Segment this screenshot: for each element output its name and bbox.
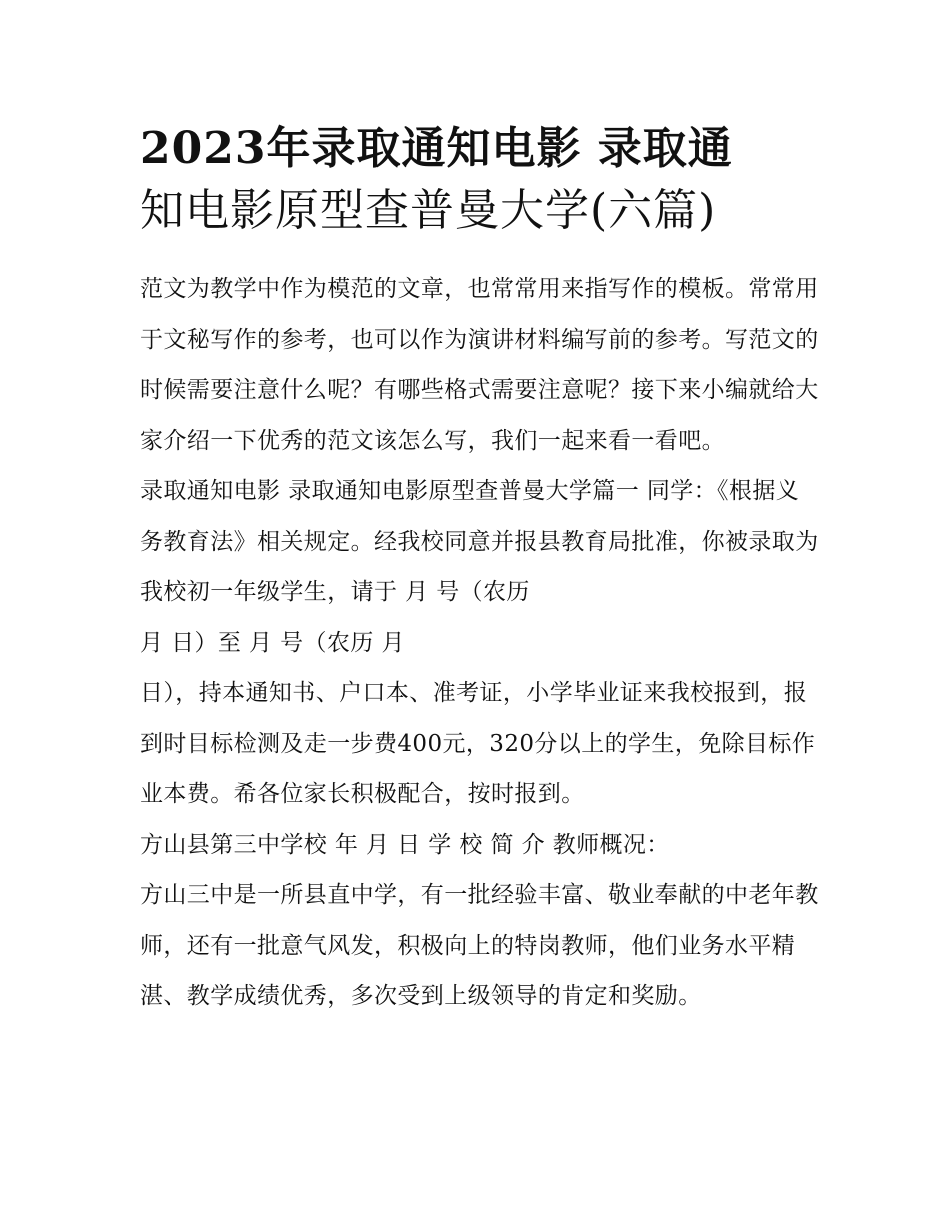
notice-date-line: 月 日）至 月 号（农历 月 xyxy=(140,629,405,656)
title-line: 知电影原型查普曼大学(六篇) xyxy=(140,185,717,236)
title-line: 2023年录取通知电影 录取通 xyxy=(140,123,733,174)
document-title xyxy=(140,118,820,242)
school-signature-line: 方山县第三中学校 年 月 日 学 校 简 介 教师概况： xyxy=(140,831,670,858)
document-body xyxy=(140,264,820,1022)
notice-paragraph: 录取通知电影 录取通知电影原型查普曼大学篇一 同学：《根据义务教育法》相关规定。经我校同意并报县教育局批准，你被录取为我校初一年级学生，请于 月 号（农历 xyxy=(140,478,819,605)
notice-details-paragraph: 日），持本通知书、户口本、准考证，小学毕业证来我校报到，报到时目标检测及走一步费400元，320分以上的学生，免除目标作业本费。希各位家长积极配合，按时报到。 xyxy=(140,680,816,807)
document-page xyxy=(140,118,820,1022)
school-intro-paragraph: 方山三中是一所县直中学，有一批经验丰富、敬业奉献的中老年教师，还有一批意气风发，积极向上的特岗教师，他们业务水平精湛、教学成绩优秀，多次受到上级领导的肯定和奖励。 xyxy=(140,882,819,1009)
intro-paragraph: 范文为教学中作为模范的文章，也常常用来指写作的模板。常常用于文秘写作的参考，也可以作为演讲材料编写前的参考。写范文的时候需要注意什么呢？有哪些格式需要注意呢？接下来小编就给大家介绍一下优秀的范文该怎么写，我们一起来看一看吧。 xyxy=(140,276,819,454)
